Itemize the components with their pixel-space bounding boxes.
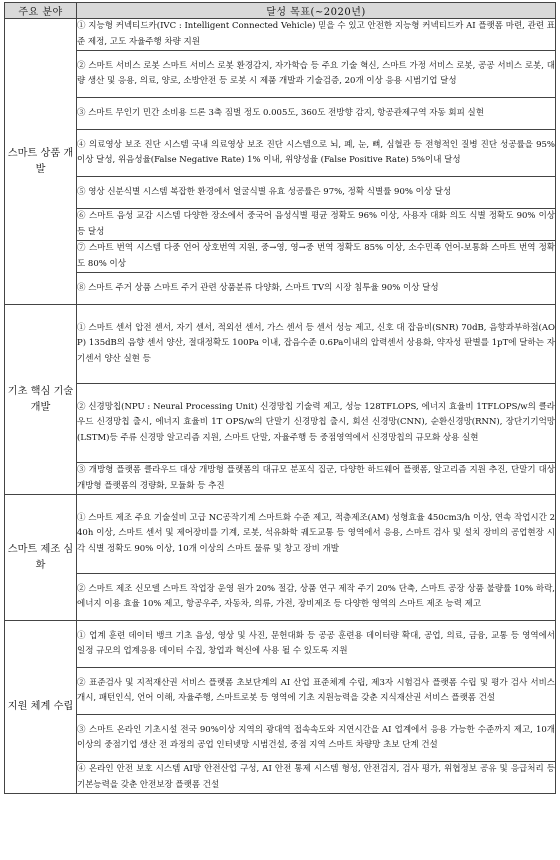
category-support-system: 지원 체계 수립 xyxy=(5,621,77,794)
goal-row xyxy=(5,762,556,794)
header-goal: 달성 목표(~2020년) xyxy=(77,3,556,19)
goal-row xyxy=(5,98,556,130)
goal-item: ① 스마트 제조 주요 기술설비 고급 NC공작기계 스마트화 수준 제고, 적층제조(AM) 성형효율 450cm3/h 이상, 연속 작업시간 240h 이상, 스마트 센서 및 제어장비를 기계, 로봇, 석유화학 궤도교통 등 영역에서 응용, 스마트 검사 및 설치 장비의 공업현장 시각 식별 정확도 90% 이상, 10개 이상의 스마트 물류 및 창고 장비 개발 xyxy=(77,495,556,574)
goal-row xyxy=(5,463,556,495)
goal-item: ① 업계 훈련 데이터 뱅크 기초 음성, 영상 및 사진, 문헌대화 등 공공 훈련용 데이터량 확대, 공업, 의료, 금융, 교통 등 영역에서 일정 규모의 업계응용 데이터 수집, 창업과 혁신에 사용 될 수 있도록 지원 xyxy=(77,621,556,668)
header-row xyxy=(5,3,556,19)
goal-row xyxy=(5,384,556,463)
goal-row xyxy=(5,19,556,51)
category-smart-manufacturing: 스마트 제조 심화 xyxy=(5,495,77,621)
goal-row xyxy=(5,241,556,273)
goal-row xyxy=(5,668,556,715)
goal-row xyxy=(5,130,556,177)
goal-item: ③ 스마트 온라인 기초시설 전국 90%이상 지역의 광대역 접속속도와 지연시간을 AI 업계에서 응용 가능한 수준까지 제고, 10개 이상의 중점기업 생산 전 과정의 공업 인터넷망 시범건설, 중점 지역 스마트 차량망 초보 단계 건설 xyxy=(77,715,556,762)
category-core-tech: 기초 핵심 기술 개발 xyxy=(5,305,77,495)
goal-item: ① 스마트 센서 압전 센서, 자기 센서, 적외선 센서, 가스 센서 등 센서 성능 제고, 신호 대 잡음비(SNR) 70dB, 음향과부하점(AOP) 135dB의 음향 센서 양산, 절대정확도 100Pa 이내, 잡음수준 0.6Pa이내의 압력센서 상용화, 약자성 판별를 1pT에 달하는 자기센서 양산 실현 등 xyxy=(77,305,556,384)
goal-item: ① 지능형 커넥티드카(IVC : Intelligent Connected Vehicle) 믿을 수 있고 안전한 지능형 커넥티드카 AI 플랫폼 마련, 관련 표준 제정, 고도 자율주행 차량 지원 xyxy=(77,19,556,51)
goal-item: ② 스마트 서비스 로봇 스마트 서비스 로봇 환경감지, 자가학습 등 주요 기술 혁신, 스마트 가정 서비스 로봇, 공공 서비스 로봇, 대량 생산 및 응용, 의료, 양로, 소방안전 등 로봇 시 제품 개발과 기술검증, 20개 이상 응용 시범기업 달성 xyxy=(77,51,556,98)
goal-row xyxy=(5,621,556,668)
goal-row xyxy=(5,177,556,209)
goal-item: ② 신경망칩(NPU : Neural Processing Unit) 신경망칩 기술력 제고, 성능 128TFLOPS, 에너지 효율비 1TFLOPS/w의 클라우드 신경망칩 출시, 에너지 효율비 1T OPS/w의 단말기 신경망칩 출시, 회선 신경망(CNN), 순환신경망(RNN), 장단기기억망(LSTM)등 주류 신경망 알고리즘 지원, 스마트 단말, 자율주행 등 중점영역에서 신경망칩의 규모화 상용 실현 xyxy=(77,384,556,463)
goal-item: ② 스마트 제조 신모델 스마트 작업장 운영 원가 20% 절감, 상품 연구 제작 주기 20% 단축, 스마트 공장 상품 불량률 10% 하락, 에너지 이용 효율 10% 제고, 항공우주, 자동차, 의류, 가전, 장비제조 등 다양한 영역의 스마트 제조 능력 제고 xyxy=(77,574,556,621)
goal-item: ③ 개방형 플랫폼 클라우드 대상 개방형 플랫폼의 대규모 분포식 집군, 다양한 하드웨어 플랫폼, 알고리즘 지원 추진, 단말기 대상 개방형 플랫폼의 경량화, 모듈화 등 추진 xyxy=(77,463,556,495)
goal-item: ⑦ 스마트 번역 시스템 다중 언어 상호번역 지원, 중→영, 영→중 번역 정확도 85% 이상, 소수민족 언어-보통화 스마트 번역 정확도 80% 이상 xyxy=(77,241,556,273)
category-smart-products: 스마트 상품 개발 xyxy=(5,19,77,305)
goal-item: ③ 스마트 무인기 민간 소비용 드론 3축 짐벌 정도 0.005도, 360도 전방향 감지, 항공관제구역 자동 회피 실현 xyxy=(77,98,556,130)
goal-item: ⑧ 스마트 주거 상품 스마트 주거 관련 상품분류 다양화, 스마트 TV의 시장 침투율 90% 이상 달성 xyxy=(77,273,556,305)
goal-row xyxy=(5,51,556,98)
goals-body xyxy=(5,19,556,794)
goal-item: ⑤ 영상 신분식별 시스템 복잡한 환경에서 얼굴식별 유효 성공률은 97%, 정확 식별률 90% 이상 달성 xyxy=(77,177,556,209)
goal-item: ② 표준검사 및 지적재산권 서비스 플랫폼 초보단계의 AI 산업 표준체계 수립, 제3자 시험검사 플랫폼 수립 및 평가 검사 서비스 개시, 패턴인식, 언어 이해, 자율주행, 스마트로봇 등 영역에 기초 지원능력을 갖춘 지식재산권 서비스 플랫폼 건설 xyxy=(77,668,556,715)
goals-table xyxy=(4,2,556,794)
goal-row xyxy=(5,273,556,305)
goal-row xyxy=(5,495,556,574)
goal-row xyxy=(5,209,556,241)
goal-item: ④ 의료영상 보조 진단 시스템 국내 의료영상 보조 진단 시스템으로 뇌, 폐, 눈, 뼈, 심혈관 등 전형적인 질병 진단 성공률을 95% 이상 달성, 위음성율(False Negative Rate) 1% 이내, 위양성율 (False Positive Rate) 5%이내 달성 xyxy=(77,130,556,177)
header-field: 주요 분야 xyxy=(5,3,77,19)
goal-row xyxy=(5,574,556,621)
goal-item: ⑥ 스마트 음성 교감 시스템 다양한 장소에서 중국어 음성식별 평균 정확도 96% 이상, 사용자 대화 의도 식별 정확도 90% 이상 등 달성 xyxy=(77,209,556,241)
goal-item: ④ 온라인 안전 보호 시스템 AI망 안전산업 구성, AI 안전 통제 시스템 형성, 안전검지, 검사 평가, 위협정보 공유 및 응급처리 등 기본능력을 갖춘 안전보장 플랫폼 건설 xyxy=(77,762,556,794)
goal-row xyxy=(5,305,556,384)
goal-row xyxy=(5,715,556,762)
